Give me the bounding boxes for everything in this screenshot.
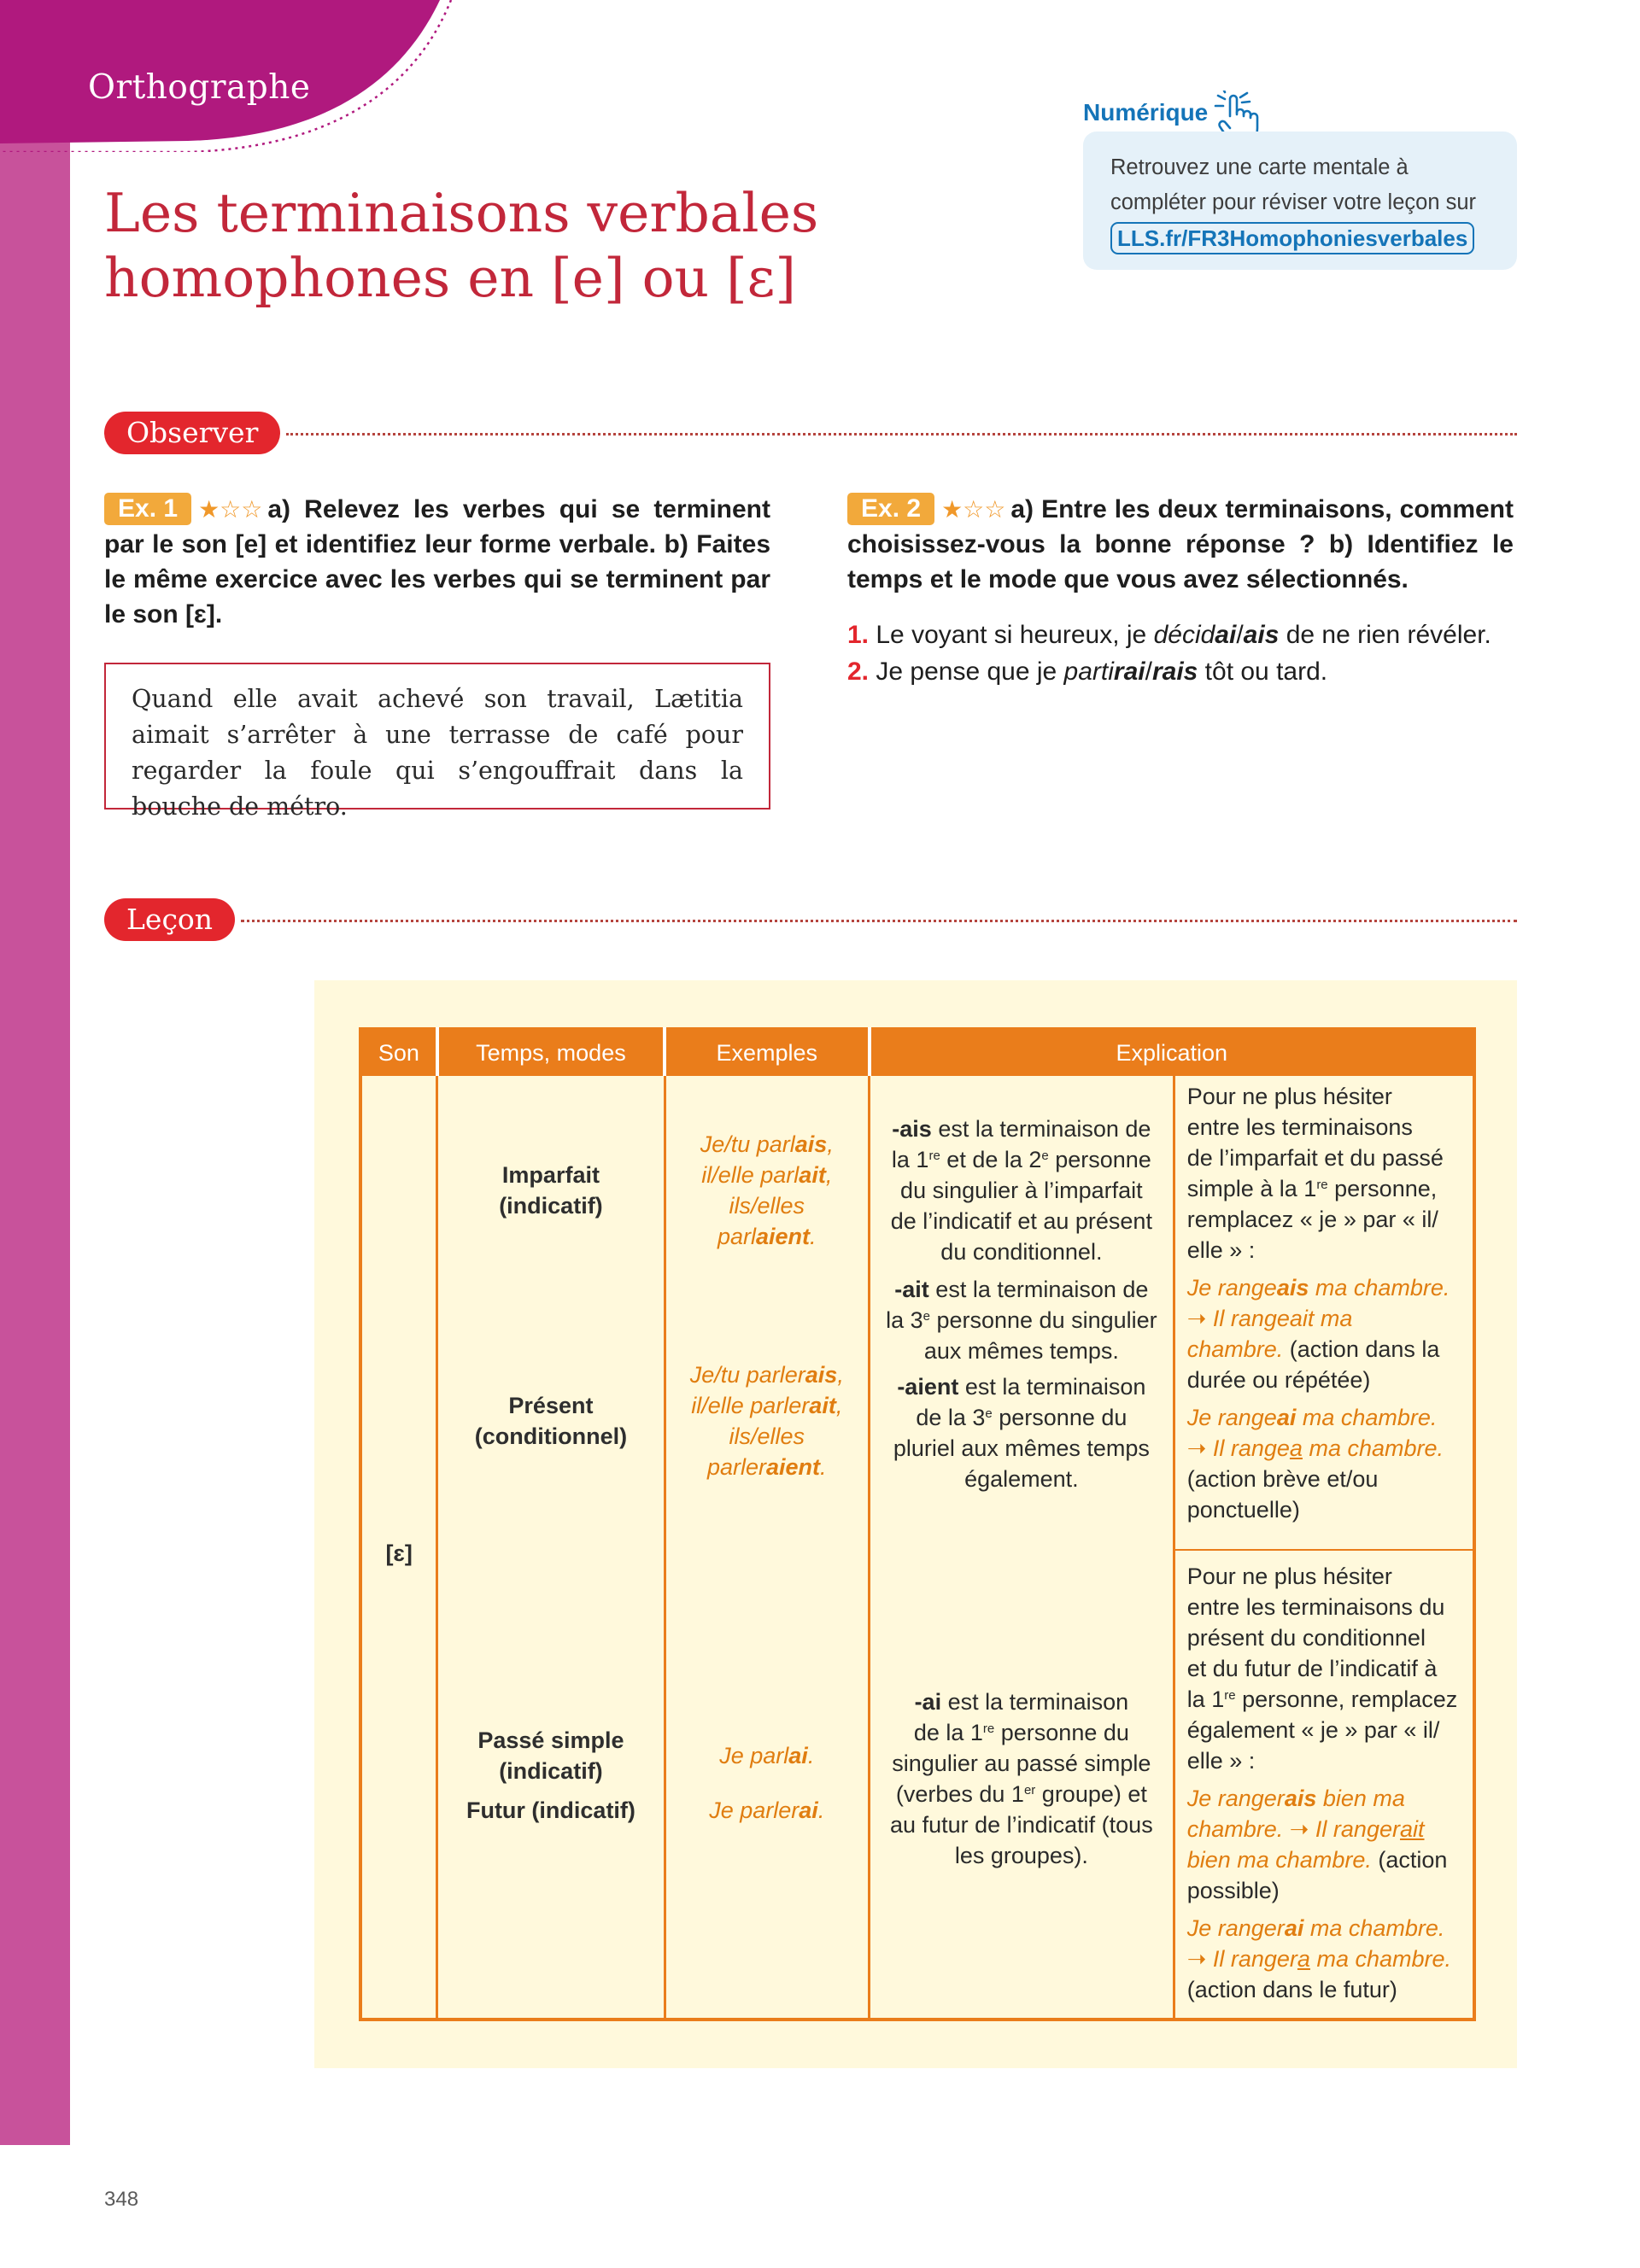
note-ending: a: [1297, 1946, 1310, 1972]
digital-link[interactable]: LLS.fr/FR3Homophoniesverbales: [1110, 222, 1474, 254]
expl-text: et de la 2: [940, 1147, 1042, 1172]
note-example: ma chambre.: [1303, 1915, 1445, 1941]
note-example: ma chambre.: [1309, 1275, 1450, 1301]
example-stem: ils/elles: [729, 1193, 805, 1219]
item-choice-2: rais: [1151, 658, 1198, 686]
tense-passe-simple: [438, 1725, 663, 1786]
expl-sup: er: [1023, 1783, 1036, 1797]
example-ending: aient: [756, 1224, 811, 1249]
note-example: ma chambre.: [1302, 1435, 1444, 1461]
expl-text: de l’indicatif et au présent: [890, 1208, 1152, 1234]
expl-sup: e: [922, 1309, 930, 1324]
example-stem: Je/tu parl: [700, 1131, 795, 1157]
ex1-difficulty-stars-icon: ★☆☆: [198, 496, 263, 523]
note-ending: a: [1289, 1435, 1303, 1461]
note-text: elle » :: [1186, 1748, 1256, 1774]
lesson-table: [359, 1027, 1476, 2021]
note-example: Je ranger: [1186, 1915, 1285, 1941]
example-line: [666, 1221, 868, 1252]
tense-line: Imparfait: [501, 1162, 600, 1188]
note-text: (action dans le futur): [1186, 1977, 1397, 2002]
example-ending: ait: [809, 1393, 836, 1418]
explication-aient: [870, 1371, 1173, 1494]
expl-text: est la terminaison: [941, 1689, 1129, 1715]
expl-text: personne du: [992, 1405, 1128, 1430]
example-ending: ais: [794, 1131, 828, 1157]
note-ending: ait: [1399, 1816, 1425, 1842]
example-punct: .: [810, 1224, 817, 1249]
expl-text: les groupes).: [954, 1843, 1088, 1868]
example-line: [666, 1129, 868, 1160]
example-passe-simple: [666, 1740, 868, 1771]
page-number: 348: [104, 2188, 139, 2211]
example-stem: ils/elles: [729, 1423, 805, 1449]
example-futur: [666, 1795, 868, 1826]
expl-text: la 1: [891, 1147, 929, 1172]
note-example: ➝ Il ranger: [1283, 1816, 1400, 1842]
item-number: 1.: [847, 621, 870, 649]
ex1-prompt: a) Relevez les verbes qui se terminent par le son [e] et identifiez leur forme verbale. b) Faites le même exercice avec les verbes qui se terminent par le son [ɛ].: [104, 495, 770, 628]
note-sup: re: [1316, 1178, 1328, 1192]
note-example: chambre.: [1186, 1336, 1284, 1362]
expl-text: aux mêmes temps.: [923, 1338, 1119, 1364]
expl-sup: e: [1041, 1149, 1049, 1163]
note-ending: ai: [1284, 1915, 1304, 1941]
ex2-prompt: a) Entre les deux terminaisons, comment choisissez-vous la bonne réponse ? b) Identifiez le temps et le mode que vous avez sélectionnés.: [847, 495, 1514, 593]
example-punct: ,: [827, 1131, 834, 1157]
note-example: Je ranger: [1186, 1786, 1285, 1811]
example-line: [666, 1359, 868, 1390]
observer-heading: Observer: [104, 412, 280, 454]
item-slash: /: [1145, 658, 1152, 686]
note-example: ma chambre.: [1296, 1405, 1438, 1430]
tense-line: (conditionnel): [474, 1423, 628, 1449]
expl-sup: e: [985, 1406, 993, 1421]
expl-text: est la terminaison de: [931, 1116, 1151, 1142]
example-stem: il/elle parl: [701, 1162, 800, 1188]
example-punct: ,: [825, 1162, 833, 1188]
note-text: de l’imparfait et du passé: [1186, 1145, 1444, 1171]
expl-text: du conditionnel.: [940, 1239, 1103, 1265]
note-text: possible): [1186, 1878, 1280, 1903]
example-punct: .: [817, 1797, 825, 1823]
expl-text: est la terminaison: [958, 1374, 1146, 1400]
list-item: [847, 617, 1531, 653]
example-stem: Je/tu parler: [689, 1362, 805, 1388]
expl-text: du singulier à l’imparfait: [900, 1178, 1143, 1203]
note-text: Pour ne plus hésiter: [1186, 1564, 1392, 1589]
page-title-line-1: Les terminaisons verbales: [104, 182, 819, 244]
observer-divider: [286, 433, 1517, 435]
digital-text-line-1: Retrouvez une carte mentale à: [1110, 155, 1409, 179]
page-title: [104, 181, 924, 311]
section-label: Orthographe: [88, 68, 311, 107]
example-ending: ais: [805, 1362, 838, 1388]
item-text: Je pense que je: [876, 658, 1064, 686]
expl-text: personne du singulier: [929, 1307, 1157, 1333]
tense-imparfait: [438, 1160, 663, 1221]
note-ending: ais: [1276, 1275, 1309, 1301]
tense-line: (indicatif): [499, 1193, 603, 1219]
side-bar: [0, 0, 70, 2145]
expl-text: également.: [964, 1466, 1079, 1492]
digital-resource-box: [1083, 132, 1517, 270]
explication-ai: [870, 1686, 1173, 1871]
expl-text: au futur de l’indicatif (tous: [890, 1812, 1153, 1838]
note-text: présent du conditionnel: [1186, 1625, 1426, 1651]
lesson-heading: Leçon: [104, 898, 235, 941]
ending-term: -ait: [894, 1277, 929, 1302]
item-number: 2.: [847, 658, 870, 686]
example-line: [666, 1390, 868, 1421]
note-text: entre les terminaisons: [1186, 1114, 1413, 1140]
ex2-difficulty-stars-icon: ★☆☆: [941, 496, 1006, 523]
example-ending: ai: [788, 1743, 808, 1768]
note-text: la 1: [1186, 1686, 1225, 1712]
note-example: ma chambre.: [1309, 1946, 1452, 1972]
item-stem: parti: [1063, 658, 1114, 686]
cell-notes: [1174, 1076, 1474, 2020]
example-stem: Je parler: [709, 1797, 800, 1823]
example-stem: parler: [706, 1454, 767, 1480]
example-imparfait: [666, 1129, 868, 1252]
example-stem: il/elle parler: [691, 1393, 810, 1418]
page-title-line-2: homophones en [e] ou [ɛ]: [104, 247, 796, 309]
lesson-divider: [241, 920, 1517, 922]
note-text: Pour ne plus hésiter: [1186, 1084, 1392, 1109]
note-text: elle » :: [1186, 1237, 1256, 1263]
expl-text: la 3: [886, 1307, 923, 1333]
ending-term: -ais: [892, 1116, 932, 1142]
digital-label: Numérique: [1083, 99, 1209, 126]
example-ending: aient: [766, 1454, 821, 1480]
item-choice-2: ais: [1243, 621, 1280, 649]
ex2-badge: Ex. 2: [847, 493, 934, 525]
note-example: bien ma: [1316, 1786, 1405, 1811]
exercise-2: [847, 492, 1514, 597]
expl-text: (verbes du 1: [895, 1781, 1024, 1807]
note-ending: ai: [1276, 1405, 1297, 1430]
example-line: [666, 1421, 868, 1452]
item-choice-1: ai: [1215, 621, 1237, 649]
example-ending: ait: [799, 1162, 826, 1188]
item-text: Le voyant si heureux, je: [876, 621, 1154, 649]
col-header-temps: Temps, modes: [437, 1029, 665, 1076]
table-header-row: [360, 1029, 1474, 1076]
ex1-badge: Ex. 1: [104, 493, 191, 525]
note-text: personne,: [1327, 1176, 1438, 1201]
col-header-explication: Explication: [870, 1029, 1474, 1076]
tense-line: Passé simple: [477, 1727, 624, 1753]
note-text: simple à la 1: [1186, 1176, 1317, 1201]
example-line: [666, 1190, 868, 1221]
example-present: [666, 1359, 868, 1482]
example-punct: ,: [835, 1393, 843, 1418]
explication-ais: [870, 1114, 1173, 1267]
tense-present: [438, 1390, 663, 1452]
item-choice-1: rai: [1113, 658, 1145, 686]
note-text: personne, remplacez: [1235, 1686, 1458, 1712]
col-header-son: Son: [360, 1029, 437, 1076]
note-sup: re: [1224, 1688, 1236, 1703]
note-text: (action brève et/ou: [1186, 1466, 1379, 1492]
example-ending: ai: [799, 1797, 818, 1823]
cell-exemples: [665, 1076, 869, 2020]
cell-explication: [870, 1076, 1174, 2020]
exercise-1: [104, 492, 770, 632]
col-header-exemples: Exemples: [665, 1029, 869, 1076]
note-text: (action: [1371, 1847, 1448, 1873]
example-punct: .: [820, 1454, 827, 1480]
note-example: Je range: [1186, 1275, 1277, 1301]
note-example: ➝ Il ranger: [1186, 1946, 1297, 1972]
expl-text: est la terminaison de: [928, 1277, 1149, 1302]
example-line: [666, 1160, 868, 1190]
note-example: Je range: [1186, 1405, 1277, 1430]
expl-text: singulier au passé simple: [892, 1751, 1151, 1776]
note-separator: [1175, 1549, 1473, 1551]
expl-text: groupe) et: [1035, 1781, 1147, 1807]
note-text: ponctuelle): [1186, 1497, 1300, 1523]
example-punct: .: [807, 1743, 815, 1768]
note-imparfait-passe: [1187, 1081, 1465, 1525]
table-row: [360, 1076, 1474, 2020]
item-text-end: de ne rien révéler.: [1279, 621, 1491, 649]
expl-sup: re: [928, 1149, 940, 1163]
note-example: chambre.: [1186, 1816, 1284, 1842]
expl-sup: re: [982, 1721, 995, 1736]
note-text: remplacez « je » par « il/: [1186, 1207, 1438, 1232]
expl-text: personne: [1048, 1147, 1151, 1172]
tense-futur: Futur (indicatif): [466, 1797, 636, 1823]
digital-text-line-2: compléter pour réviser votre leçon sur: [1110, 190, 1477, 214]
example-stem: parl: [717, 1224, 757, 1249]
note-example: bien ma chambre.: [1186, 1847, 1372, 1873]
note-text: et du futur de l’indicatif à: [1186, 1656, 1438, 1681]
note-text: durée ou répétée): [1186, 1367, 1371, 1393]
expl-text: de la 3: [916, 1405, 986, 1430]
example-stem: Je parl: [719, 1743, 789, 1768]
note-ending: ais: [1284, 1786, 1317, 1811]
note-example: ➝ Il rangeait ma: [1186, 1306, 1353, 1331]
explication-ait: [870, 1274, 1173, 1366]
example-line: [666, 1452, 868, 1482]
item-text-end: tôt ou tard.: [1198, 658, 1328, 686]
ex2-list: [847, 617, 1531, 690]
item-stem: décid: [1153, 621, 1215, 649]
expl-text: de la 1: [913, 1720, 983, 1745]
ending-term: -aient: [897, 1374, 959, 1400]
note-conditionnel-futur: [1187, 1561, 1465, 2005]
item-slash: /: [1236, 621, 1244, 649]
tense-line: (indicatif): [499, 1758, 603, 1784]
tense-line: Présent: [508, 1393, 594, 1418]
ending-term: -ai: [914, 1689, 942, 1715]
list-item: [847, 653, 1531, 690]
note-text: entre les terminaisons du: [1186, 1594, 1445, 1620]
note-example: ➝ Il range: [1186, 1435, 1290, 1461]
expl-text: personne du: [994, 1720, 1129, 1745]
example-punct: ,: [837, 1362, 844, 1388]
expl-text: pluriel aux mêmes temps: [893, 1435, 1150, 1461]
note-text: (action dans la: [1283, 1336, 1440, 1362]
cell-son: [360, 1076, 437, 2020]
son-value: [ɛ]: [385, 1540, 413, 1566]
note-text: également « je » par « il/: [1186, 1717, 1440, 1743]
cell-temps: [437, 1076, 665, 2020]
ex1-quote: Quand elle avait achevé son travail, Lætitia aimait s’arrêter à une terrasse de café pour regarder la foule qui s’engouffrait dans la bouche de métro.: [104, 663, 770, 810]
